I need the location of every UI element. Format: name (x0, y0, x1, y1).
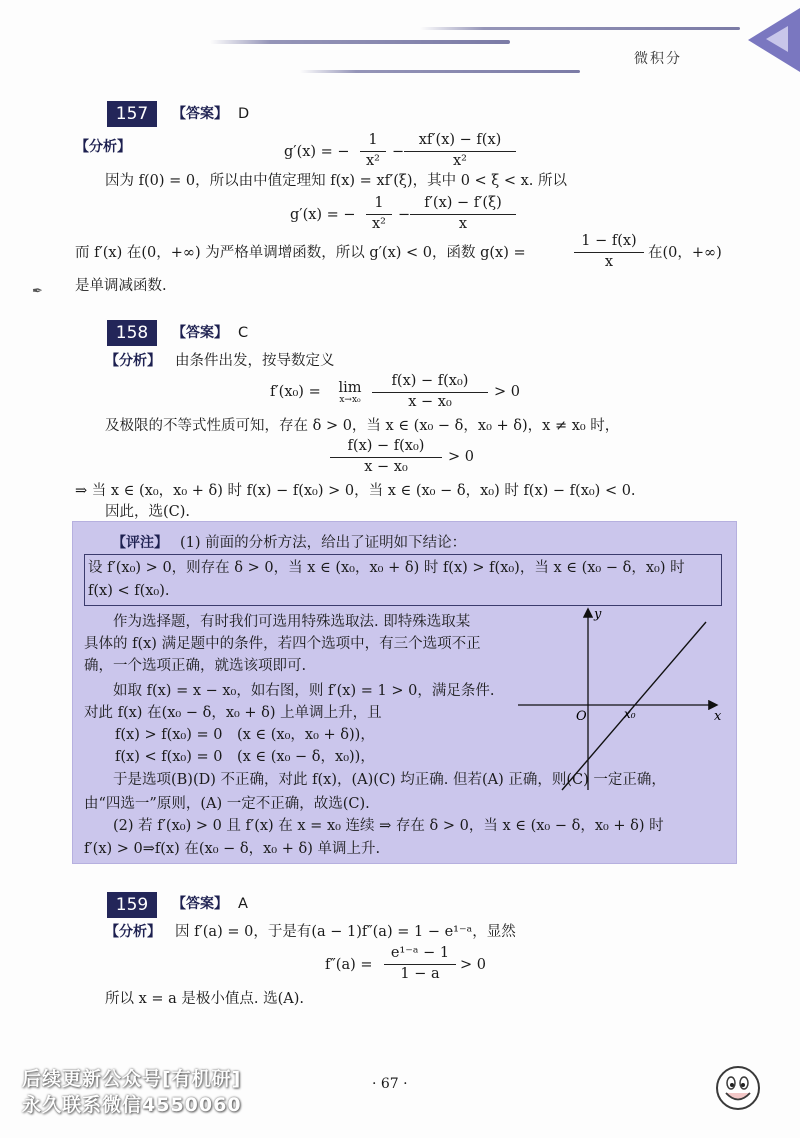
text-line: 因为 f(0) = 0，所以由中值定理知 f(x) = xf′(ξ)，其中 0 < ξ < x. 所以 (105, 173, 568, 189)
fraction-numerator: 1 − f(x) (581, 233, 637, 249)
function-line (562, 622, 706, 790)
text-line: 及极限的不等式性质可知，存在 δ > 0，当 x ∈ (x₀ − δ，x₀ + δ)，x ≠ x₀ 时， (105, 418, 620, 434)
review-text: (2) 若 f′(x₀) > 0 且 f′(x) 在 x = x₀ 连续 ⇒ 存在 δ > 0，当 x ∈ (x₀ − δ，x₀ + δ) 时 (113, 818, 664, 834)
header-stripe (300, 70, 580, 73)
header-stripe (210, 40, 510, 44)
review-text: f′(x) > 0⇒f(x) 在(x₀ − δ，x₀ + δ) 单调上升. (84, 841, 381, 857)
analysis-label: 【分析】 (105, 353, 161, 369)
text-line: 在(0，+∞) (648, 245, 722, 261)
text-line: 而 f′(x) 在(0，+∞) 为严格单调增函数，所以 g′(x) < 0，函数 g(x) = (75, 245, 526, 261)
text-line: ⇒ 当 x ∈ (x₀，x₀ + δ) 时 f(x) − f(x₀) > 0，当 x ∈ (x₀ − δ，x₀) 时 f(x) − f(x₀) < 0. (75, 483, 636, 499)
review-text: 于是选项(B)(D) 不正确，对此 f(x)，(A)(C) 均正确. 但若(A) 正确，则(C) 一定正确， (113, 772, 666, 788)
fraction-denominator: x − x₀ (408, 394, 452, 410)
equation-left: f″(a) = (325, 957, 373, 973)
equation-right: > 0 (494, 384, 520, 400)
header-stripe (420, 27, 740, 30)
minus-sign: − (398, 207, 411, 223)
review-text: 如取 f(x) = x − x₀，如右图，则 f′(x) = 1 > 0，满足条件. (113, 683, 495, 699)
answer-value: D (238, 106, 250, 122)
fraction-denominator: x² (453, 153, 467, 169)
limit-operator: lim (338, 380, 362, 396)
answer-value: A (238, 896, 248, 912)
fraction-denominator: x² (366, 153, 380, 169)
scan-mark-icon: ✒ (32, 284, 43, 299)
fraction-numerator: f(x) − f(x₀) (391, 373, 469, 389)
text-line: 由条件出发，按导数定义 (175, 353, 335, 369)
corner-triangle-icon (766, 26, 788, 52)
analysis-label: 【分析】 (105, 924, 161, 940)
answer-value: C (238, 325, 249, 341)
equation-right: > 0 (448, 449, 474, 465)
y-axis-label: y (594, 607, 602, 622)
x-axis-label: x (714, 709, 722, 724)
text-line: 所以 x = a 是极小值点. 选(A). (105, 991, 305, 1007)
review-text: 对此 f(x) 在(x₀ − δ，x₀ + δ) 上单调上升，且 (84, 705, 382, 721)
answer-label: 【答案】 (172, 106, 228, 122)
minus-sign: − (392, 144, 405, 160)
review-text: 确，一个选项正确，就选该项即可. (84, 658, 307, 674)
origin-label: O (576, 709, 587, 724)
fraction-denominator: x − x₀ (364, 459, 408, 475)
fraction-numerator: f′(x) − f′(ξ) (424, 195, 502, 211)
watermark: 后续更新公众号[有机研] (22, 1068, 242, 1090)
question-number: 158 (107, 320, 157, 346)
review-text: f(x) > f(x₀) = 0 (x ∈ (x₀，x₀ + δ))， (115, 727, 375, 743)
conclusion-line: 设 f′(x₀) > 0，则存在 δ > 0，当 x ∈ (x₀，x₀ + δ) 时 f(x) > f(x₀)，当 x ∈ (x₀ − δ，x₀) 时 (88, 560, 685, 576)
smiley-face-icon (714, 1064, 762, 1112)
text-line: 是单调减函数. (75, 278, 167, 294)
equation-right: > 0 (460, 957, 486, 973)
review-label: 【评注】 (112, 535, 168, 551)
equation-left: f′(x₀) = (270, 384, 321, 400)
question-number: 157 (107, 101, 157, 127)
limit-subscript: x→x₀ (339, 395, 361, 405)
watermark: 永久联系微信4550060 (22, 1094, 242, 1116)
fraction-numerator: xf′(x) − f(x) (418, 132, 502, 148)
fraction-numerator: f(x) − f(x₀) (347, 438, 425, 454)
equation-left: g′(x) = − (284, 144, 350, 160)
equation-left: g′(x) = − (290, 207, 356, 223)
line-graph (516, 604, 726, 794)
fraction-numerator: 1 (368, 132, 378, 148)
answer-label: 【答案】 (172, 896, 228, 912)
review-text: 由“四选一”原则，(A) 一定不正确，故选(C). (84, 796, 370, 812)
fraction-denominator: x² (372, 216, 386, 232)
fraction-numerator: e¹⁻ᵃ − 1 (390, 945, 450, 961)
header-subject: 微积分 (634, 51, 682, 67)
x0-label: x₀ (624, 707, 636, 721)
fraction-denominator: x (458, 216, 468, 232)
page-number: · 67 · (372, 1076, 408, 1092)
analysis-label: 【分析】 (75, 139, 131, 155)
conclusion-line: f(x) < f(x₀). (88, 583, 170, 599)
review-intro: (1) 前面的分析方法，给出了证明如下结论： (180, 535, 467, 551)
fraction-denominator: 1 − a (400, 966, 440, 982)
review-text: f(x) < f(x₀) = 0 (x ∈ (x₀ − δ，x₀))， (115, 749, 375, 765)
text-line: 因此，选(C). (105, 504, 191, 520)
answer-label: 【答案】 (172, 325, 228, 341)
fraction-denominator: x (604, 254, 614, 270)
text-line: 因 f′(a) = 0，于是有(a − 1)f″(a) = 1 − e¹⁻ᵃ，显然 (175, 924, 516, 940)
review-text: 具体的 f(x) 满足题中的条件，若四个选项中，有三个选项不正 (84, 636, 481, 652)
review-text: 作为选择题，有时我们可选用特殊选取法. 即特殊选取某 (113, 614, 471, 630)
fraction-numerator: 1 (374, 195, 384, 211)
question-number: 159 (107, 892, 157, 918)
